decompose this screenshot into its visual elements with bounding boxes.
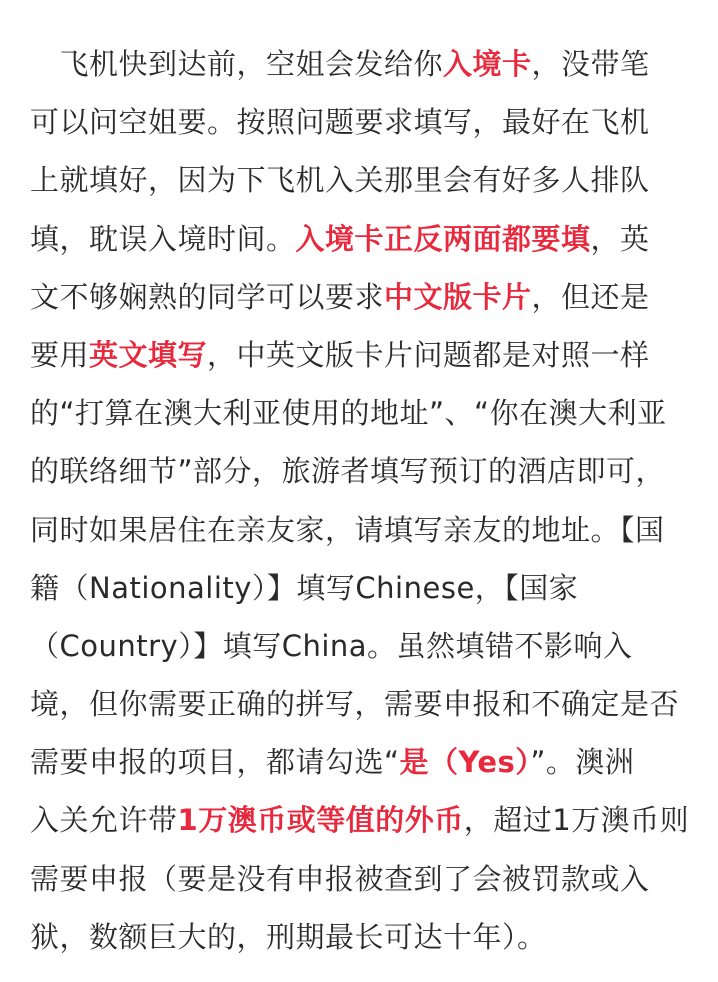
highlighted-text: 中文版卡片 [384, 279, 532, 314]
highlighted-text: 英文填写 [89, 337, 208, 372]
text-segment: 需要申报（要是没有申报被查到了会被罚款或入 [30, 861, 650, 896]
text-segment: 的“打算在澳大利亚使用的地址”、“你在澳大利亚 [30, 396, 667, 431]
text-line [30, 151, 690, 209]
text-segment: ”。澳洲 [530, 745, 635, 780]
highlighted-text: 入境卡正反两面都要填 [295, 221, 591, 256]
text-segment: 填，耽误入境时间。 [30, 221, 296, 256]
highlighted-text: 入境卡 [443, 47, 532, 81]
text-segment: 境，但你需要正确的拼写，需要申报和不确定是否 [30, 687, 680, 722]
text-line [30, 93, 690, 151]
text-line [30, 268, 690, 326]
text-segment: 要用 [30, 337, 90, 372]
text-segment: 的联络细节”部分，旅游者填写预订的酒店即可， [30, 454, 666, 489]
text-segment: 狱，数额巨大的，刑期最长可达十年）。 [30, 919, 547, 954]
text-segment: ，中英文版卡片问题都是对照一样 [207, 337, 650, 372]
text-segment: 上就填好，因为下飞机入关那里会有好多人排队 [30, 163, 650, 198]
text-segment: 需要申报的项目，都请勾选“ [30, 745, 400, 780]
text-line [30, 35, 690, 93]
highlighted-text: 是（Yes） [399, 745, 531, 780]
text-line [30, 791, 690, 849]
text-segment: ，但还是 [531, 279, 650, 314]
article-body [30, 35, 690, 966]
text-line [30, 733, 690, 791]
text-segment: ，超过1万澳币则 [463, 803, 690, 838]
text-segment: ，没带笔 [531, 47, 650, 81]
highlighted-text: 1万澳币或等值的外币 [177, 803, 464, 838]
text-line [30, 442, 690, 500]
text-segment: （Country）】填写China。虽然填错不影响入 [30, 628, 633, 663]
text-line [30, 908, 690, 966]
text-line [30, 675, 690, 733]
text-line [30, 210, 690, 268]
text-line [30, 559, 690, 617]
text-line [30, 850, 690, 908]
text-segment: 同时如果居住在亲友家，请填写亲友的地址。【国 [30, 512, 665, 547]
text-line [30, 384, 690, 442]
text-segment: 文不够娴熟的同学可以要求 [30, 279, 385, 314]
text-segment: 飞机快到达前，空姐会发给你 [30, 47, 444, 81]
text-line [30, 326, 690, 384]
text-segment: 籍（Nationality）】填写Chinese，【国家 [30, 570, 579, 605]
text-segment: ，英 [590, 221, 650, 256]
text-segment: 可以问空姐要。按照问题要求填写，最好在飞机 [30, 105, 650, 140]
text-segment: 入关允许带 [30, 803, 178, 838]
text-line [30, 617, 690, 675]
text-line [30, 501, 690, 559]
